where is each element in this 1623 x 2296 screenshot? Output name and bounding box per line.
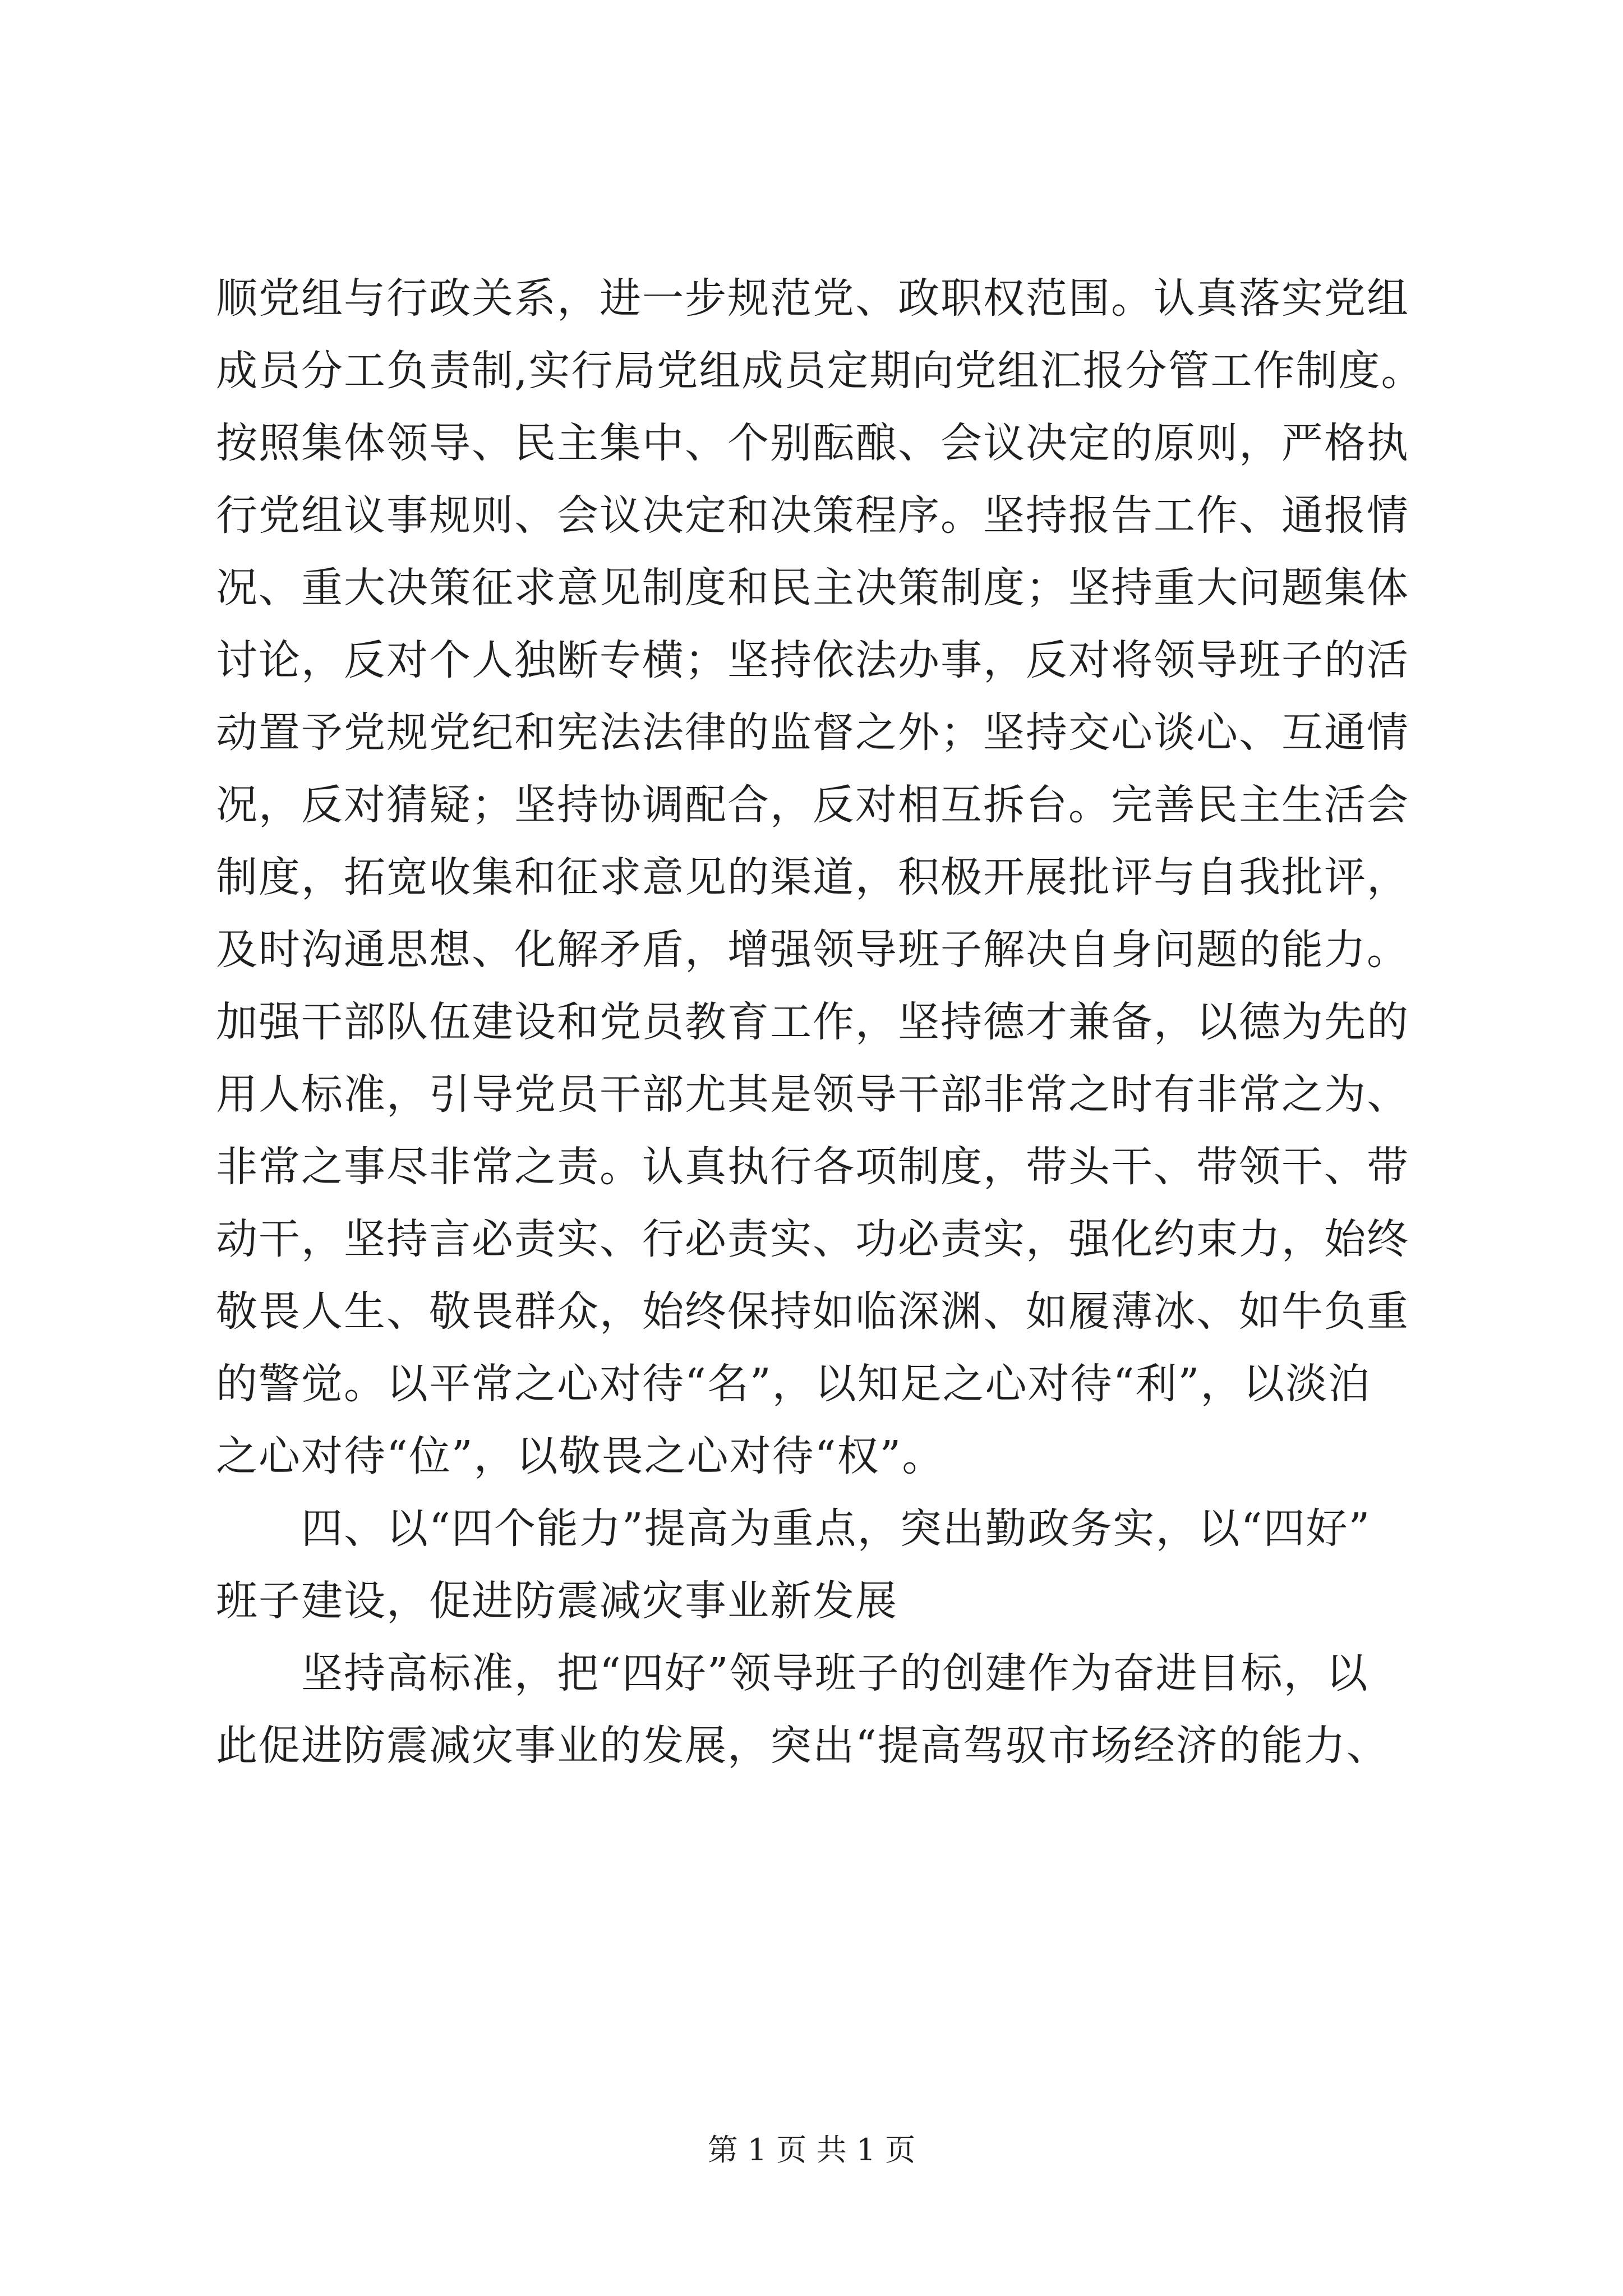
text-line: 之心对待“位”，以敬畏之心对待“权”。 xyxy=(216,1432,945,1480)
text-line: 动置予党规党纪和宪法法律的监督之外；坚持交心谈心、互通情 xyxy=(216,708,1409,757)
document-body xyxy=(216,263,1427,1782)
page-number-footer: 第 1 页 共 1 页 xyxy=(707,2132,916,2168)
text-line: 顺党组与行政关系，进一步规范党、政职权范围。认真落实党组 xyxy=(216,274,1409,323)
text-line: 讨论，反对个人独断专横；坚持依法办事，反对将领导班子的活 xyxy=(216,636,1409,684)
text-line: 及时沟通思想、化解矛盾，增强领导班子解决自身问题的能力。 xyxy=(216,926,1409,974)
text-line: 按照集体领导、民主集中、个别酝酿、会议决定的原则，严格执 xyxy=(216,419,1409,467)
text-line: 成员分工负责制,实行局党组成员定期向党组汇报分管工作制度。 xyxy=(216,347,1424,395)
text-line: 坚持高标准，把“四好”领导班子的创建作为奋进目标，以 xyxy=(216,1649,1369,1697)
text-line: 此促进防震减灾事业的发展，突出“提高驾驭市场经济的能力、 xyxy=(216,1722,1389,1770)
section-heading-line: 班子建设，促进防震减灾事业新发展 xyxy=(216,1577,898,1625)
text-line: 加强干部队伍建设和党员教育工作，坚持德才兼备，以德为先的 xyxy=(216,998,1409,1046)
text-line: 敬畏人生、敬畏群众，始终保持如临深渊、如履薄冰、如牛负重 xyxy=(216,1287,1409,1336)
text-line: 动干，坚持言必责实、行必责实、功必责实，强化约束力，始终 xyxy=(216,1215,1409,1263)
text-line: 况、重大决策征求意见制度和民主决策制度；坚持重大问题集体 xyxy=(216,564,1409,612)
section-heading-line: 四、以“四个能力”提高为重点，突出勤政务实，以“四好” xyxy=(216,1504,1371,1553)
text-line: 用人标准，引导党员干部尤其是领导干部非常之时有非常之为、 xyxy=(216,1070,1409,1119)
text-line: 制度，拓宽收集和征求意见的渠道，积极开展批评与自我批评， xyxy=(216,853,1409,901)
text-line: 行党组议事规则、会议决定和决策程序。坚持报告工作、通报情 xyxy=(216,491,1409,540)
text-line: 况，反对猜疑；坚持协调配合，反对相互拆台。完善民主生活会 xyxy=(216,781,1409,829)
text-line: 的警觉。以平常之心对待“名”，以知足之心对待“利”，以淡泊 xyxy=(216,1360,1371,1408)
text-line: 非常之事尽非常之责。认真执行各项制度，带头干、带领干、带 xyxy=(216,1143,1409,1191)
